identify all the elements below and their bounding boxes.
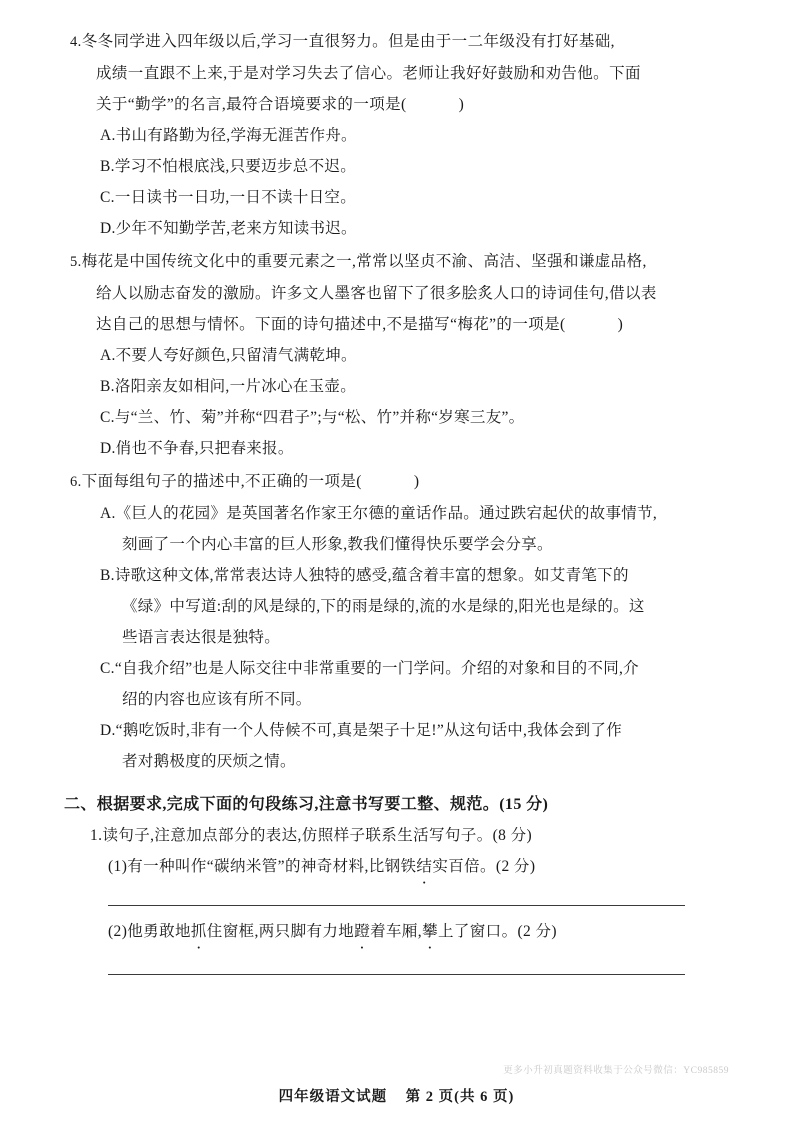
option-label: C. <box>100 189 115 206</box>
item-dotted-text-1: 抓 <box>190 923 207 940</box>
option-text: 少年不知勤学苦,老来方知读书迟。 <box>115 220 357 237</box>
item-mid-text-1: 住窗框,两只脚有力地 <box>206 923 355 940</box>
question-6-number: 6. <box>70 474 82 490</box>
question-4 <box>62 26 731 244</box>
option-text: 与“兰、竹、菊”并称“四君子”;与“松、竹”并称“岁寒三友”。 <box>114 409 525 426</box>
option-label: C. <box>100 660 115 677</box>
option-text: 诗歌这种文体,常常表达诗人独特的感受,蕴含着丰富的想象。如艾青笔下的 <box>114 567 629 584</box>
option-label: B. <box>100 567 115 584</box>
option-text: 俏也不争春,只把春来报。 <box>115 440 294 457</box>
question-5-number: 5. <box>70 254 82 270</box>
question-5-option-d[interactable] <box>62 433 731 464</box>
option-label: A. <box>100 505 116 522</box>
question-6-option-c-line-2: 绍的内容也应该有所不同。 <box>122 691 312 708</box>
question-4-stem-text-1: 冬冬同学进入四年级以后,学习一直很努力。但是由于一二年级没有打好基础, <box>81 33 615 50</box>
option-text: 书山有路勤为径,学海无涯苦作舟。 <box>115 127 357 144</box>
question-5-stem-line-2: 给人以励志奋发的激励。许多文人墨客也留下了很多脍炙人口的诗词佳句,借以表 <box>96 285 657 302</box>
sub-question-number: 1. <box>90 827 103 844</box>
question-4-option-b[interactable] <box>62 151 731 182</box>
option-label: A. <box>100 347 116 364</box>
question-5-stem-line-3: 达自己的思想与情怀。下面的诗句描述中,不是描写“梅花”的一项是( ) <box>96 316 624 333</box>
item-dotted-text: 比钢铁结实百倍 · <box>369 858 480 875</box>
option-label: A. <box>100 127 116 144</box>
option-text: “鹅吃饭时,非有一个人侍候不可,真是架子十足!”从这句话中,我体会到了作 <box>115 722 623 739</box>
option-text: “自我介绍”也是人际交往中非常重要的一门学问。介绍的对象和目的不同,介 <box>114 660 639 677</box>
question-6 <box>62 466 731 777</box>
option-label: D. <box>100 440 116 457</box>
question-5-option-c[interactable] <box>62 402 731 433</box>
footer-title: 四年级语文试题 <box>278 1089 388 1105</box>
item-dotted-text-2: 蹬 <box>354 923 371 940</box>
item-pre-text: 他勇敢地 <box>127 923 191 940</box>
question-6-option-b[interactable] <box>62 560 731 591</box>
watermark-text: 更多小升初真题资料收集于公众号微信：YC985859 <box>503 1066 729 1076</box>
question-6-option-c[interactable] <box>62 653 731 684</box>
section-two-heading: 二、根据要求,完成下面的句段练习,注意书写要工整、规范。(15 分) <box>64 796 549 813</box>
item-label: (2) <box>108 923 128 940</box>
question-6-option-b-line-3: 些语言表达很是独特。 <box>122 629 281 646</box>
item-post-text: 。(2 分) <box>480 858 536 875</box>
item-mid-text-2: 着车厢, <box>370 923 423 940</box>
question-4-stem-line-1 <box>62 26 731 58</box>
section-two-item-2 <box>62 916 731 947</box>
question-6-option-d[interactable] <box>62 715 731 746</box>
answer-line-1[interactable] <box>108 904 685 906</box>
question-4-number: 4. <box>70 34 82 50</box>
question-6-option-b-line-2: 《绿》中写道:刮的风是绿的,下的雨是绿的,流的水是绿的,阳光也是绿的。这 <box>122 598 645 615</box>
option-text: 一日读书一日功,一日不读十日空。 <box>114 189 357 206</box>
option-label: D. <box>100 220 116 237</box>
item-label: (1) <box>108 858 128 875</box>
section-two-item-1 <box>62 851 731 882</box>
option-text: 学习不怕根底浅,只要迈步总不迟。 <box>114 158 357 175</box>
question-5-option-b[interactable] <box>62 371 731 402</box>
option-text: 《巨人的花园》是英国著名作家王尔德的童话作品。通过跌宕起伏的故事情节, <box>115 505 658 522</box>
option-text: 不要人夸好颜色,只留清气满乾坤。 <box>115 347 357 364</box>
answer-line-2[interactable] <box>108 973 685 975</box>
question-4-option-c[interactable] <box>62 182 731 213</box>
section-two-question-1 <box>62 820 731 851</box>
question-6-option-a[interactable] <box>62 498 731 529</box>
question-5-stem-line-1 <box>62 246 731 278</box>
option-text: 洛阳亲友如相问,一片冰心在玉壶。 <box>114 378 357 395</box>
item-post-text: 上了窗口。(2 分) <box>437 923 557 940</box>
sub-question-text: 读句子,注意加点部分的表达,仿照样子联系生活写句子。(8 分) <box>102 827 533 844</box>
question-6-option-a-line-2: 刻画了一个内心丰富的巨人形象,教我们懂得快乐要学会分享。 <box>122 536 553 553</box>
question-5-stem-text-1: 梅花是中国传统文化中的重要元素之一,常常以坚贞不渝、高洁、坚强和谦虚品格, <box>81 253 647 270</box>
question-4-option-d[interactable] <box>62 213 731 244</box>
item-dotted-text-3: 攀 <box>422 923 438 940</box>
question-5-option-a[interactable] <box>62 340 731 371</box>
question-6-stem-line-1: 6.下面每组句子的描述中,不正确的一项是( ) <box>70 473 420 490</box>
question-4-stem-line-3: 关于“勤学”的名言,最符合语境要求的一项是( ) <box>96 96 465 113</box>
page-footer <box>0 1085 793 1106</box>
option-label: C. <box>100 409 115 426</box>
option-label: D. <box>100 722 116 739</box>
option-label: B. <box>100 158 115 175</box>
option-label: B. <box>100 378 115 395</box>
footer-page-number: 第 2 页(共 6 页) <box>405 1089 515 1105</box>
question-4-option-a[interactable] <box>62 120 731 151</box>
question-5 <box>62 246 731 464</box>
question-4-stem-line-2: 成绩一直跟不上来,于是对学习失去了信心。老师让我好好鼓励和劝告他。下面 <box>96 65 641 82</box>
question-6-option-d-line-2: 者对鹅极度的厌烦之情。 <box>122 753 296 770</box>
item-pre-text: 有一种叫作“碳纳米管”的神奇材料, <box>127 858 369 875</box>
